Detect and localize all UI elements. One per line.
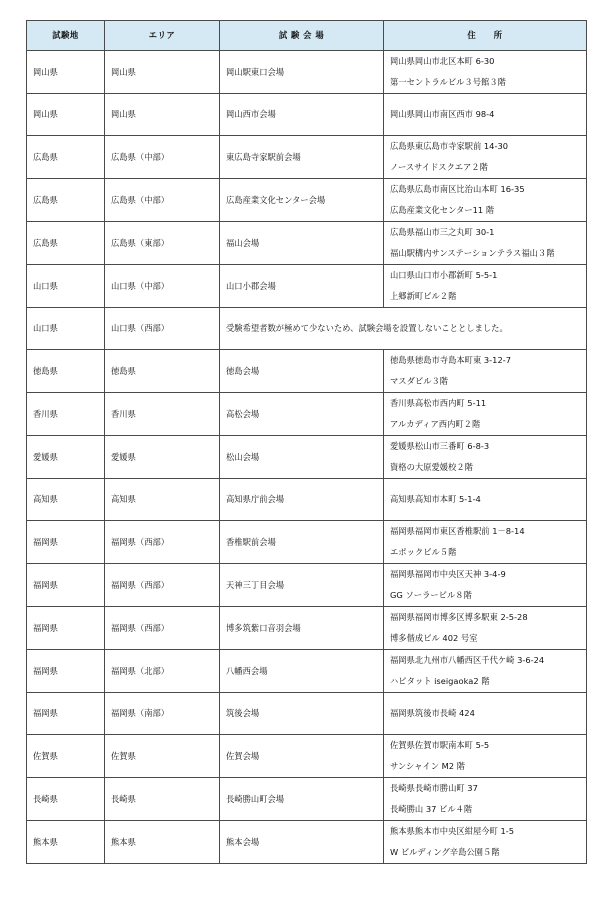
- cell-venue: 高松会場: [220, 393, 384, 436]
- cell-venue: 広島産業文化センター会場: [220, 179, 384, 222]
- address-line: 岡山県岡山市北区本町 6-30: [390, 56, 495, 66]
- cell-venue: 佐賀会場: [220, 735, 384, 778]
- header-address: 住 所: [384, 21, 587, 51]
- table-row: [27, 51, 587, 94]
- table-row: [27, 393, 587, 436]
- cell-address: [384, 222, 587, 265]
- address-line: 愛媛県松山市三番町 6-8-3: [390, 441, 490, 451]
- cell-venue: 香椎駅前会場: [220, 521, 384, 564]
- table-row: [27, 479, 587, 521]
- address-line: ノースサイドスクエア２階: [390, 162, 488, 172]
- address-line: 佐賀県佐賀市駅南本町 5-5: [390, 740, 490, 750]
- header-venue: 試 験 会 場: [220, 21, 384, 51]
- cell-area: 岡山県: [105, 51, 220, 94]
- address-line: 広島県広島市南区比治山本町 16-35: [390, 184, 525, 194]
- address-line: 長崎県長崎市勝山町 37: [390, 783, 478, 793]
- table-row: [27, 735, 587, 778]
- cell-area: 高知県: [105, 479, 220, 521]
- cell-venue: 筑後会場: [220, 693, 384, 735]
- cell-area: 福岡県（西部）: [105, 564, 220, 607]
- table-row: [27, 521, 587, 564]
- cell-address: [384, 521, 587, 564]
- cell-area: 広島県（東部）: [105, 222, 220, 265]
- cell-pref: 徳島県: [27, 350, 105, 393]
- cell-address: [384, 735, 587, 778]
- cell-address: [384, 350, 587, 393]
- address-line: 福山駅構内サンステーションテラス福山３階: [390, 248, 555, 258]
- cell-pref: 佐賀県: [27, 735, 105, 778]
- cell-venue: 徳島会場: [220, 350, 384, 393]
- cell-venue: 博多筑紫口音羽会場: [220, 607, 384, 650]
- cell-address: [384, 393, 587, 436]
- address-line: 資格の大原愛媛校２階: [390, 462, 473, 472]
- cell-area: 広島県（中部）: [105, 136, 220, 179]
- address-line: 広島県福山市三之丸町 30-1: [390, 227, 495, 237]
- cell-venue: 東広島寺家駅前会場: [220, 136, 384, 179]
- table-body: [27, 51, 587, 864]
- cell-venue: 長崎勝山町会場: [220, 778, 384, 821]
- table-row: [27, 650, 587, 693]
- table-row: [27, 436, 587, 479]
- cell-pref: 長崎県: [27, 778, 105, 821]
- address-line: 福岡県北九州市八幡西区千代ケ崎 3-6-24: [390, 655, 545, 665]
- cell-address: [384, 265, 587, 308]
- cell-area: 福岡県（南部）: [105, 693, 220, 735]
- address-line: 広島産業文化センター11 階: [390, 205, 495, 215]
- cell-venue: 八幡西会場: [220, 650, 384, 693]
- address-line: 博多偕成ビル 402 号室: [390, 633, 478, 643]
- cell-pref: 山口県: [27, 265, 105, 308]
- address-line: 福岡県筑後市長崎 424: [390, 708, 475, 718]
- header-row: [27, 21, 587, 51]
- cell-area: 福岡県（西部）: [105, 521, 220, 564]
- cell-venue: 岡山駅東口会場: [220, 51, 384, 94]
- cell-address: [384, 479, 587, 521]
- venue-table: [26, 20, 587, 864]
- cell-pref: 広島県: [27, 179, 105, 222]
- cell-pref: 福岡県: [27, 650, 105, 693]
- cell-pref: 福岡県: [27, 564, 105, 607]
- cell-venue: 高知県庁前会場: [220, 479, 384, 521]
- cell-pref: 福岡県: [27, 521, 105, 564]
- cell-address: [384, 778, 587, 821]
- cell-pref: 高知県: [27, 479, 105, 521]
- address-line: ハピタット iseigaoka2 階: [390, 676, 490, 686]
- cell-address: [384, 51, 587, 94]
- cell-address: [384, 94, 587, 136]
- cell-address: [384, 607, 587, 650]
- header-area: エリア: [105, 21, 220, 51]
- cell-pref: 福岡県: [27, 693, 105, 735]
- cell-address: [384, 436, 587, 479]
- cell-area: 福岡県（西部）: [105, 607, 220, 650]
- cell-area: 愛媛県: [105, 436, 220, 479]
- cell-area: 佐賀県: [105, 735, 220, 778]
- address-line: 山口県山口市小郡新町 5-5-1: [390, 270, 498, 280]
- cell-area: 熊本県: [105, 821, 220, 864]
- table-row: [27, 308, 587, 350]
- table-row: [27, 564, 587, 607]
- address-line: 第一セントラルビル３号館３階: [390, 77, 506, 87]
- cell-area: 香川県: [105, 393, 220, 436]
- address-line: W ビルディング辛島公園５階: [390, 847, 500, 857]
- table-row: [27, 821, 587, 864]
- cell-address: [384, 821, 587, 864]
- table-row: [27, 94, 587, 136]
- cell-venue: 山口小郡会場: [220, 265, 384, 308]
- address-line: 徳島県徳島市寺島本町東 3-12-7: [390, 355, 512, 365]
- cell-venue: 岡山西市会場: [220, 94, 384, 136]
- cell-address: [384, 693, 587, 735]
- table-row: [27, 136, 587, 179]
- address-line: サンシャイン M2 階: [390, 761, 466, 771]
- address-line: エポックビル５階: [390, 547, 457, 557]
- cell-pref: 香川県: [27, 393, 105, 436]
- address-line: 熊本県熊本市中央区紺屋今町 1-5: [390, 826, 515, 836]
- cell-pref: 山口県: [27, 308, 105, 350]
- cell-area: 山口県（西部）: [105, 308, 220, 350]
- cell-venue: 福山会場: [220, 222, 384, 265]
- table-row: [27, 222, 587, 265]
- address-line: 上郷新町ビル２階: [390, 291, 457, 301]
- table-row: [27, 607, 587, 650]
- table-row: [27, 350, 587, 393]
- table-row: [27, 778, 587, 821]
- address-line: アルカディア西内町２階: [390, 419, 481, 429]
- address-line: 福岡県福岡市東区香椎駅前 1－8-14: [390, 526, 525, 536]
- address-line: 高知県高知市本町 5-1-4: [390, 494, 481, 504]
- address-line: 福岡県福岡市中央区天神 3-4-9: [390, 569, 506, 579]
- cell-pref: 熊本県: [27, 821, 105, 864]
- cell-area: 山口県（中部）: [105, 265, 220, 308]
- cell-address: [384, 564, 587, 607]
- cell-pref: 広島県: [27, 136, 105, 179]
- cell-pref: 愛媛県: [27, 436, 105, 479]
- table-row: [27, 179, 587, 222]
- cell-venue: 天神三丁目会場: [220, 564, 384, 607]
- cell-address: [384, 179, 587, 222]
- cell-pref: 広島県: [27, 222, 105, 265]
- address-line: 福岡県福岡市博多区博多駅東 2-5-28: [390, 612, 528, 622]
- table-row: [27, 693, 587, 735]
- address-line: 岡山県岡山市南区西市 98-4: [390, 109, 495, 119]
- cell-pref: 岡山県: [27, 51, 105, 94]
- cell-venue: 松山会場: [220, 436, 384, 479]
- cell-address: [384, 650, 587, 693]
- cell-area: 長崎県: [105, 778, 220, 821]
- address-line: 長崎勝山 37 ビル４階: [390, 804, 473, 814]
- address-line: 広島県東広島市寺家駅前 14-30: [390, 141, 509, 151]
- cell-note: 受験希望者数が極めて少ないため、試験会場を設置しないこととしました。: [220, 308, 587, 350]
- address-line: 香川県高松市西内町 5-11: [390, 398, 487, 408]
- cell-venue: 熊本会場: [220, 821, 384, 864]
- cell-area: 福岡県（北部）: [105, 650, 220, 693]
- cell-area: 岡山県: [105, 94, 220, 136]
- cell-pref: 福岡県: [27, 607, 105, 650]
- address-line: マスダビル３階: [390, 376, 449, 386]
- cell-address: [384, 136, 587, 179]
- cell-area: 広島県（中部）: [105, 179, 220, 222]
- cell-area: 徳島県: [105, 350, 220, 393]
- cell-pref: 岡山県: [27, 94, 105, 136]
- table-header: [27, 21, 587, 51]
- header-pref: 試験地: [27, 21, 105, 51]
- address-line: GG ソーラービル８階: [390, 590, 472, 600]
- table-row: [27, 265, 587, 308]
